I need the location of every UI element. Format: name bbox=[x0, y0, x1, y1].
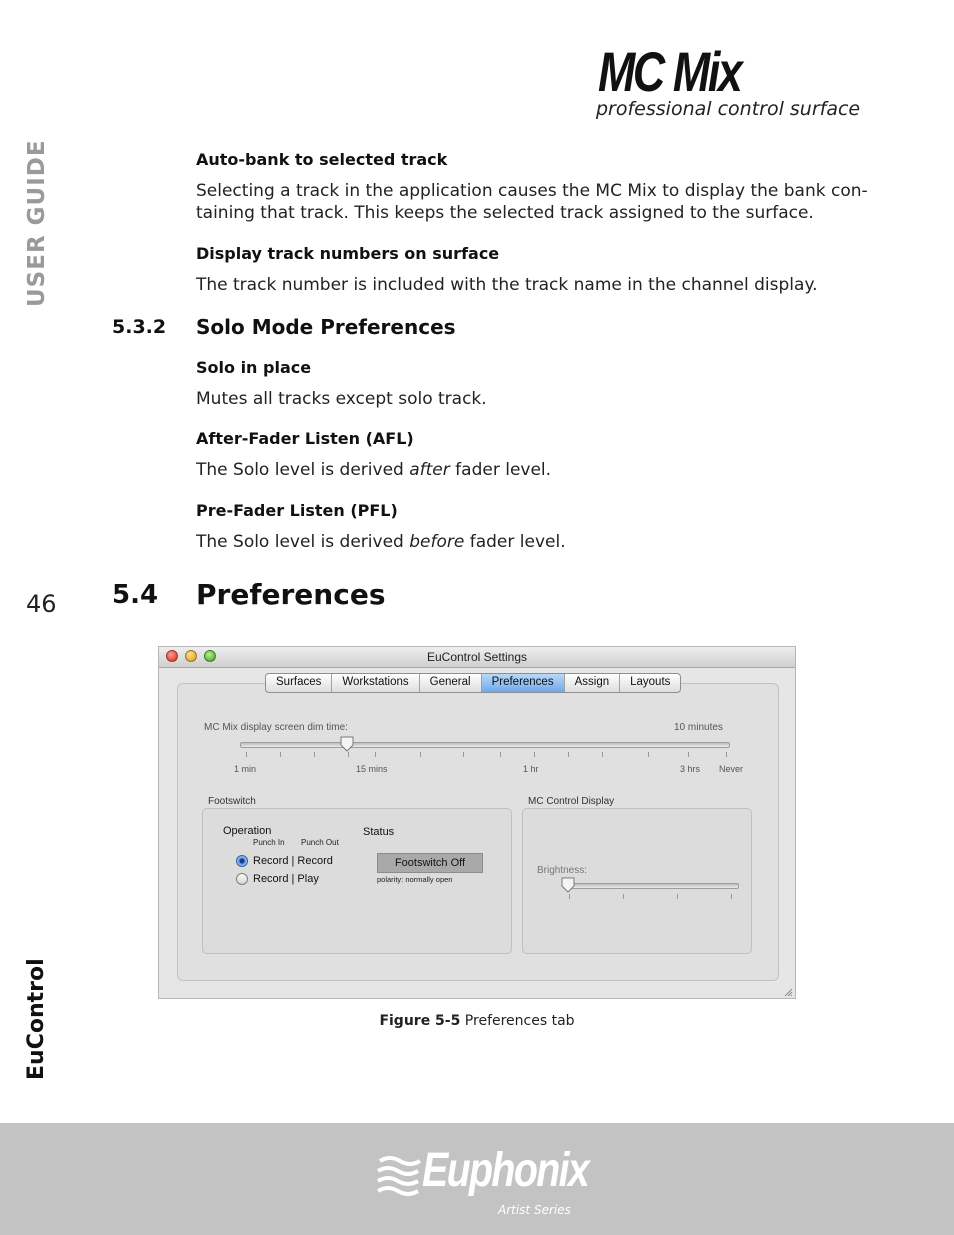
dim-tick bbox=[568, 752, 569, 757]
eucontrol-settings-window bbox=[158, 646, 796, 999]
dim-tick bbox=[246, 752, 247, 757]
brightness-tick bbox=[677, 894, 678, 899]
dim-time-slider-track[interactable] bbox=[240, 742, 730, 748]
dim-tick bbox=[375, 752, 376, 757]
polarity-label: polarity: normally open bbox=[377, 875, 453, 884]
dim-tick-label-1hr: 1 hr bbox=[523, 764, 539, 774]
dim-tick bbox=[500, 752, 501, 757]
window-titlebar bbox=[159, 647, 795, 668]
dim-tick-label-1min: 1 min bbox=[234, 764, 257, 774]
record-record-radio[interactable] bbox=[236, 855, 248, 867]
solo-mode-title: Solo Mode Preferences bbox=[196, 315, 456, 339]
footswitch-status-button[interactable]: Footswitch Off bbox=[377, 853, 483, 873]
solo-in-place-heading: Solo in place bbox=[196, 358, 312, 377]
brightness-tick bbox=[623, 894, 624, 899]
brightness-slider-thumb[interactable] bbox=[561, 877, 575, 893]
user-guide-side-label: USER GUIDE bbox=[24, 139, 50, 307]
record-play-radio[interactable] bbox=[236, 873, 248, 885]
artist-series-label: Artist Series bbox=[498, 1203, 571, 1217]
dim-tick-label-15mins: 15 mins bbox=[356, 764, 388, 774]
tab-general[interactable]: General bbox=[420, 674, 482, 692]
solo-in-place-text: Mutes all tracks except solo track. bbox=[196, 389, 487, 409]
display-group-label: MC Control Display bbox=[528, 796, 615, 807]
page-footer bbox=[0, 1123, 954, 1235]
dim-tick bbox=[280, 752, 281, 757]
pfl-text: The Solo level is derived before fader level. bbox=[196, 532, 566, 552]
mc-control-display-group bbox=[522, 808, 752, 954]
status-label: Status bbox=[363, 826, 395, 838]
afl-text: The Solo level is derived after fader level. bbox=[196, 460, 552, 480]
brightness-tick bbox=[731, 894, 732, 899]
dim-tick bbox=[688, 752, 689, 757]
tab-preferences[interactable]: Preferences bbox=[482, 674, 565, 692]
dim-time-label: MC Mix display screen dim time: bbox=[204, 722, 348, 733]
dim-tick bbox=[534, 752, 535, 757]
record-record-option-label: Record | Record bbox=[253, 855, 333, 867]
autobank-line-1: Selecting a track in the application causes the MC Mix to display the bank con- bbox=[196, 181, 868, 201]
dim-tick bbox=[314, 752, 315, 757]
tab-assign[interactable]: Assign bbox=[565, 674, 621, 692]
tab-surfaces[interactable]: Surfaces bbox=[266, 674, 332, 692]
resize-grip-icon[interactable] bbox=[783, 987, 793, 997]
punch-in-label: Punch In bbox=[253, 838, 285, 847]
autobank-heading: Auto-bank to selected track bbox=[196, 150, 448, 169]
dim-time-slider-thumb[interactable] bbox=[340, 736, 354, 752]
dim-tick bbox=[726, 752, 727, 757]
euphonix-waves-icon bbox=[376, 1153, 422, 1203]
mc-mix-logo: MC Mix bbox=[598, 40, 741, 103]
tab-workstations[interactable]: Workstations bbox=[332, 674, 419, 692]
tab-layouts[interactable]: Layouts bbox=[630, 676, 671, 688]
euphonix-logo: Euphonix bbox=[422, 1144, 589, 1197]
dim-tick bbox=[420, 752, 421, 757]
page-number: 46 bbox=[26, 590, 57, 618]
solo-mode-number: 5.3.2 bbox=[112, 316, 167, 338]
footswitch-group-label: Footswitch bbox=[208, 796, 256, 807]
preferences-panel bbox=[177, 683, 779, 981]
dim-tick bbox=[648, 752, 649, 757]
display-track-text: The track number is included with the track name in the channel display. bbox=[196, 275, 818, 295]
autobank-line-2: taining that track. This keeps the selected track assigned to the surface. bbox=[196, 203, 814, 223]
brightness-tick bbox=[569, 894, 570, 899]
record-play-option-label: Record | Play bbox=[253, 873, 319, 885]
dim-tick bbox=[463, 752, 464, 757]
preferences-section-title: Preferences bbox=[196, 578, 386, 611]
dim-tick bbox=[602, 752, 603, 757]
preferences-section-number: 5.4 bbox=[112, 580, 159, 610]
dim-tick bbox=[348, 752, 349, 757]
logo-subtitle: professional control surface bbox=[596, 98, 861, 120]
figure-caption: Figure 5-5 Preferences tab bbox=[379, 1013, 575, 1029]
punch-out-label: Punch Out bbox=[301, 838, 339, 847]
window-title: EuControl Settings bbox=[426, 650, 528, 664]
brightness-slider-track[interactable] bbox=[563, 883, 739, 889]
dim-tick-label-3hrs: 3 hrs bbox=[680, 764, 701, 774]
footswitch-group bbox=[202, 808, 512, 954]
afl-heading: After-Fader Listen (AFL) bbox=[196, 429, 414, 448]
settings-tab-bar bbox=[265, 673, 681, 693]
display-track-heading: Display track numbers on surface bbox=[196, 244, 500, 263]
pfl-heading: Pre-Fader Listen (PFL) bbox=[196, 501, 398, 520]
dim-time-value: 10 minutes bbox=[674, 722, 723, 733]
brightness-label: Brightness: bbox=[537, 865, 588, 876]
dim-tick-label-never: Never bbox=[719, 764, 744, 774]
eucontrol-side-label: EuControl bbox=[24, 958, 49, 1080]
operation-label: Operation bbox=[223, 825, 272, 837]
